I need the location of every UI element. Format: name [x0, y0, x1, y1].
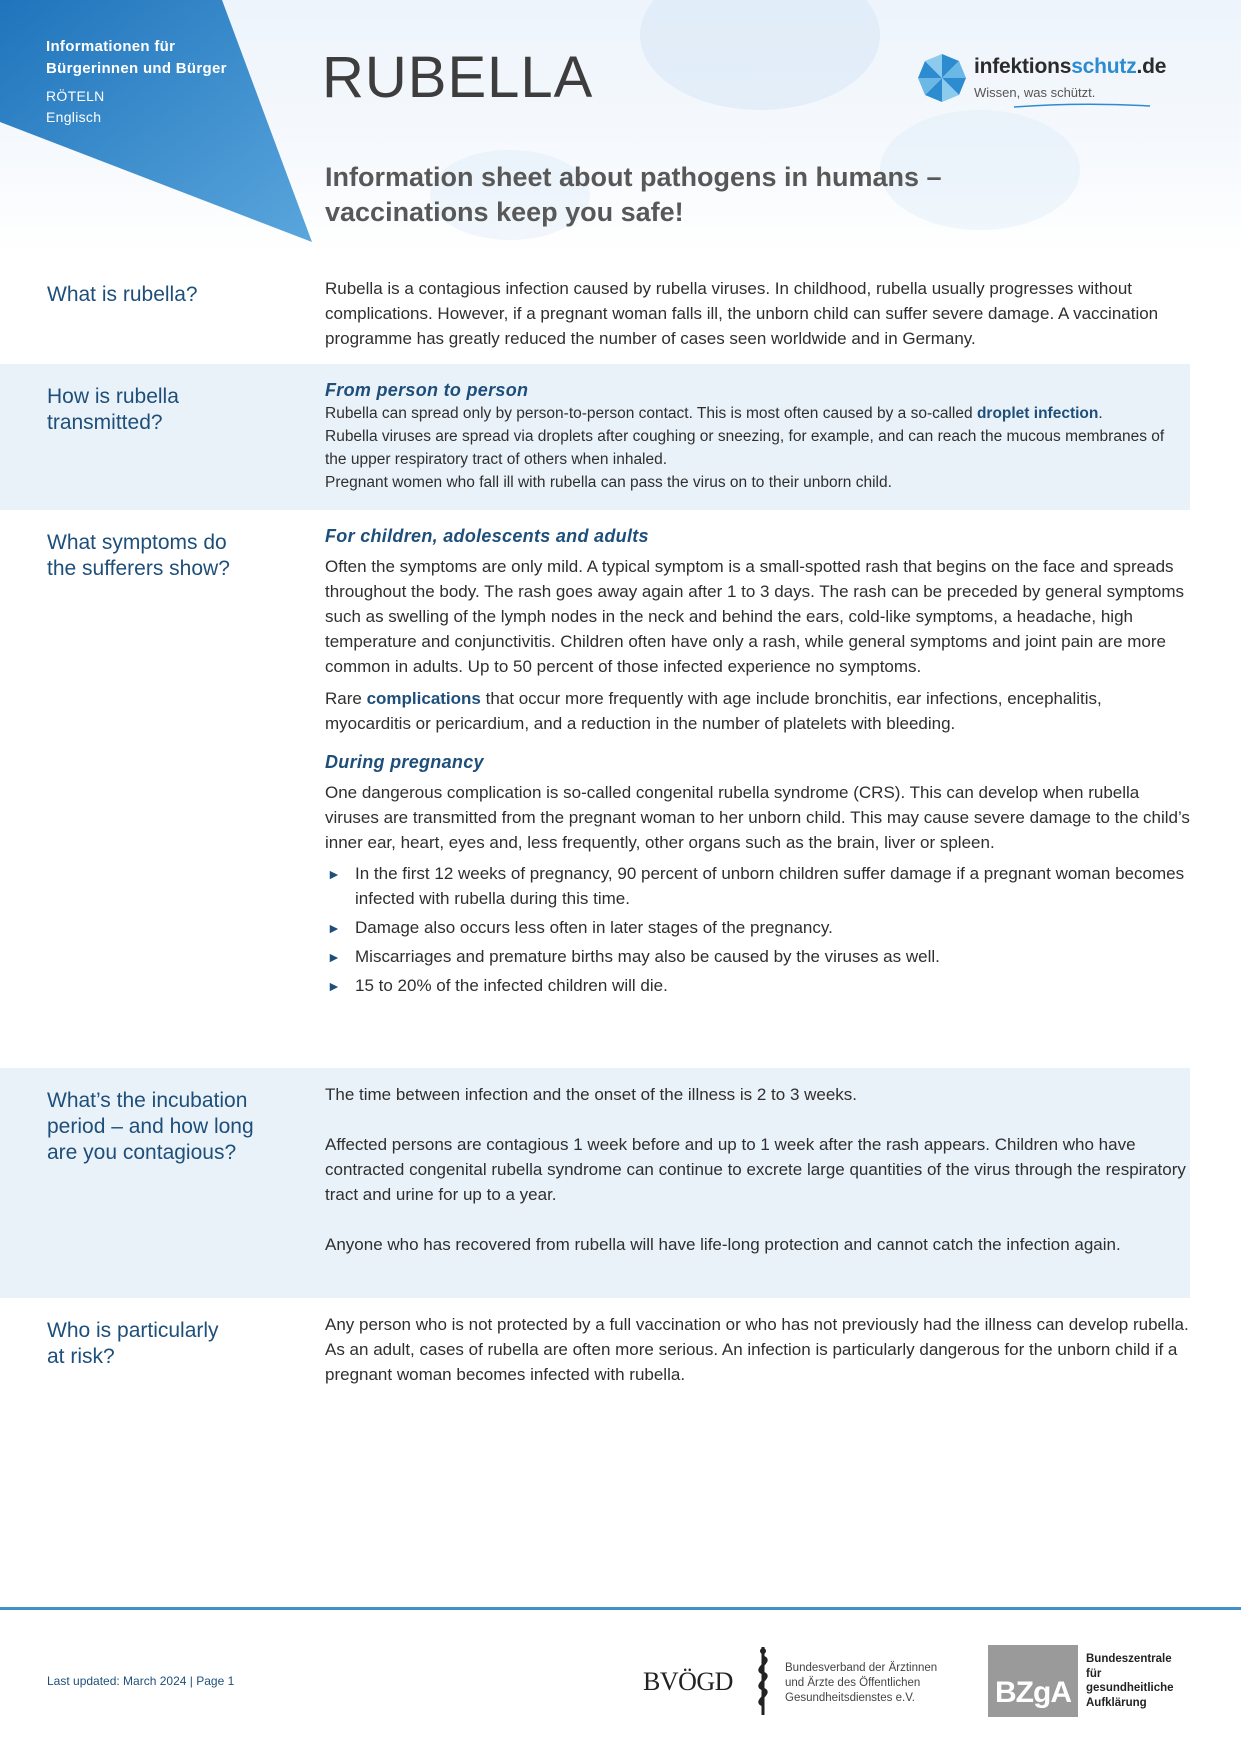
section-body: [325, 524, 1190, 1002]
subheading: From person to person: [325, 380, 529, 400]
paragraph: Rubella is a contagious infection caused by rubella viruses. In childhood, rubella usually progresses without complications. However, if a pregnant woman falls ill, the unborn child can suffer severe damage. A vaccination programme has greatly reduced the number of cases seen worldwide and in Germany.: [325, 279, 1159, 348]
footer-rule: [0, 1607, 1241, 1610]
staff-of-asclepius-icon: [748, 1645, 778, 1717]
paragraph: Often the symptoms are only mild. A typical symptom is a small-spotted rash that begins on the face and spreads throughout the body. The rash goes away again after 1 to 3 days. The rash can be preceded by general symptoms such as swelling of the lymph nodes in the neck and behind the ears, cold-like symptoms, a headache, high temperature and conjunctivitis. Children often have only a rash, while general symptoms and joint pain are more common in adults. Up to 50 percent of those infected experience no symptoms.: [325, 557, 1185, 676]
paragraph: Rubella can spread only by person-to-person contact. This is most often caused by a so-called droplet infection.: [325, 405, 1103, 422]
language-line: Englisch: [46, 109, 102, 125]
paragraph: Any person who is not protected by a full vaccination or who has not previously had the illness can develop rubella. As an adult, cases of rubella are often more serious. An infection is particularly dangerous for the unborn child if a pregnant woman becomes infected with rubella.: [325, 1315, 1189, 1384]
list-item: ► 15 to 20% of the infected children will die.: [325, 973, 1190, 998]
bvogd-wordmark: BVÖGD: [643, 1667, 733, 1696]
section-incubation: [0, 1068, 1190, 1298]
list-item: ► Miscarriages and premature births may also be caused by the viruses as well.: [325, 944, 1190, 969]
list-item: ► In the first 12 weeks of pregnancy, 90 percent of unborn children suffer damage if a pregnant woman becomes infected with rubella during this time.: [327, 864, 1185, 908]
paragraph: Pregnant women who fall ill with rubella can pass the virus on to their unborn child.: [325, 474, 892, 491]
language-line: RÖTELN: [46, 88, 105, 104]
section-question: How is rubella transmitted?: [47, 385, 179, 434]
section-question: What is rubella?: [47, 283, 198, 306]
logo-wordmark: infektionsschutz.de: [974, 55, 1167, 78]
section-risk: [0, 1298, 1190, 1408]
footer-updated: Last updated: March 2024 | Page 1: [47, 1674, 235, 1688]
subheading: During pregnancy: [325, 752, 484, 772]
paragraph: Affected persons are contagious 1 week before and up to 1 week after the rash appears. Children who have contracted congenital rubella syndrome can continue to excrete large quantities of the virus through the respiratory tract and urine for up to a year.: [325, 1135, 1186, 1204]
audience-line: Informationen für: [46, 38, 176, 55]
arrow-icon: ►: [327, 866, 341, 882]
paragraph: The time between infection and the onset of the illness is 2 to 3 weeks.: [325, 1085, 858, 1104]
bzga-description: Bundeszentrale für gesundheitliche Aufklärung: [1086, 1653, 1174, 1709]
bvogd-logo[interactable]: [643, 1645, 943, 1717]
section-question: Who is particularly at risk?: [47, 1319, 219, 1368]
section-question: What symptoms do the sufferers show?: [47, 531, 230, 580]
paragraph: Anyone who has recovered from rubella will have life-long protection and cannot catch the infection again.: [325, 1235, 1121, 1254]
arrow-icon: ►: [327, 949, 341, 965]
bzga-logo[interactable]: [988, 1645, 1188, 1717]
subtitle-line: vaccinations keep you safe!: [325, 197, 684, 227]
bvogd-description: Bundesverband der Ärztinnen und Ärzte des Öffentlichen Gesundheitsdienstes e.V.: [785, 1662, 938, 1704]
section-body: [325, 1082, 1190, 1257]
umbrella-icon: [916, 52, 968, 104]
paragraph: One dangerous complication is so-called congenital rubella syndrome (CRS). This can develop when rubella viruses are transmitted from the pregnant woman to her unborn child. This may cause severe damage to the child’s inner ear, heart, eyes and, less frequently, other organs such as the brain, liver or spleen.: [325, 783, 1190, 852]
tagline-underline: [1012, 102, 1152, 110]
section-what-is: [0, 262, 1190, 364]
infektionsschutz-logo[interactable]: [916, 52, 1186, 112]
decor-blob: [640, 0, 880, 110]
section-transmission: [0, 364, 1190, 510]
bzga-wordmark: BZgA: [988, 1645, 1078, 1717]
audience-label: [46, 36, 227, 128]
logo-tagline: Wissen, was schützt.: [974, 85, 1096, 100]
list-item: ► Damage also occurs less often in later stages of the pregnancy.: [325, 915, 1190, 940]
section-body: [325, 1312, 1190, 1387]
audience-line: Bürgerinnen und Bürger: [46, 60, 227, 77]
section-question: What’s the incubation period – and how long are you contagious?: [47, 1089, 254, 1164]
arrow-icon: ►: [327, 978, 341, 994]
paragraph: Rubella viruses are spread via droplets after coughing or sneezing, for example, and can reach the mucous membranes of the upper respiratory tract of others when inhaled.: [325, 428, 1165, 468]
arrow-icon: ►: [327, 920, 341, 936]
subtitle-line: Information sheet about pathogens in humans –: [325, 162, 942, 192]
paragraph: Rare complications that occur more frequently with age include bronchitis, ear infections, encephalitis, myocarditis or pericardium, and a reduction in the number of platelets with bleeding.: [325, 689, 1102, 733]
bullet-list: [325, 861, 1190, 998]
section-body: [325, 378, 1190, 494]
page-subtitle: [325, 160, 942, 230]
page-title: RUBELLA: [322, 45, 594, 110]
subheading: For children, adolescents and adults: [325, 526, 649, 546]
section-symptoms: [0, 510, 1190, 1068]
section-body: [325, 276, 1190, 351]
